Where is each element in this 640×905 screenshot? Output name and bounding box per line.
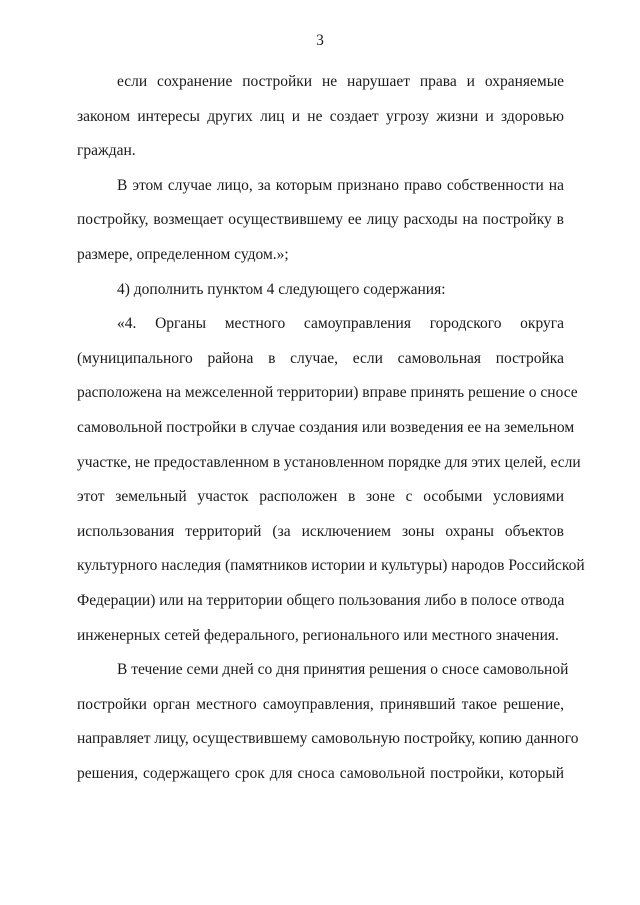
text-line: 4) дополнить пунктом 4 следующего содержания:	[117, 280, 446, 298]
text-line: инженерных сетей федерального, регионального или местного значения.	[77, 626, 559, 644]
text-line: если сохранение постройки не нарушает права и охраняемые	[117, 73, 564, 90]
text-line: постройки орган местного самоуправления, принявший такое решение,	[77, 695, 564, 713]
text-line: расположена на межселенной территории) вправе принять решение о сносе	[77, 384, 578, 402]
text-line: решения, содержащего срок для сноса самовольной постройки, который	[77, 765, 564, 782]
text-line: В течение семи дней со дня принятия решения о сносе самовольной	[117, 661, 569, 679]
page-number: 3	[316, 32, 324, 49]
text-line: В этом случае лицо, за которым признано право собственности на	[117, 176, 564, 194]
text-line: законом интересы других лиц и не создает угрозу жизни и здоровью	[77, 107, 564, 125]
text-line: (муниципального района в случае, если самовольная постройка	[77, 349, 564, 367]
text-line: граждан.	[77, 142, 136, 160]
text-line: участке, не предоставленном в установленном порядке для этих целей, если	[77, 453, 581, 471]
text-line: постройку, возмещает осуществившему ее лицу расходы на постройку в	[77, 211, 564, 229]
text-line: культурного наследия (памятников истории и культуры) народов Российской	[77, 557, 585, 575]
text-line: «4. Органы местного самоуправления городского округа	[117, 315, 564, 333]
text-line: направляет лицу, осуществившему самовольную постройку, копию данного	[77, 730, 579, 748]
text-line: Федерации) или на территории общего пользования либо в полосе отвода	[77, 592, 565, 609]
text-line: этот земельный участок расположен в зоне с особыми условиями	[77, 488, 564, 506]
text-line: самовольной постройки в случае создания или возведения ее на земельном	[77, 419, 575, 436]
text-line: размере, определенном судом.»;	[77, 246, 289, 263]
text-line: использования территорий (за исключением зоны охраны объектов	[77, 522, 564, 540]
